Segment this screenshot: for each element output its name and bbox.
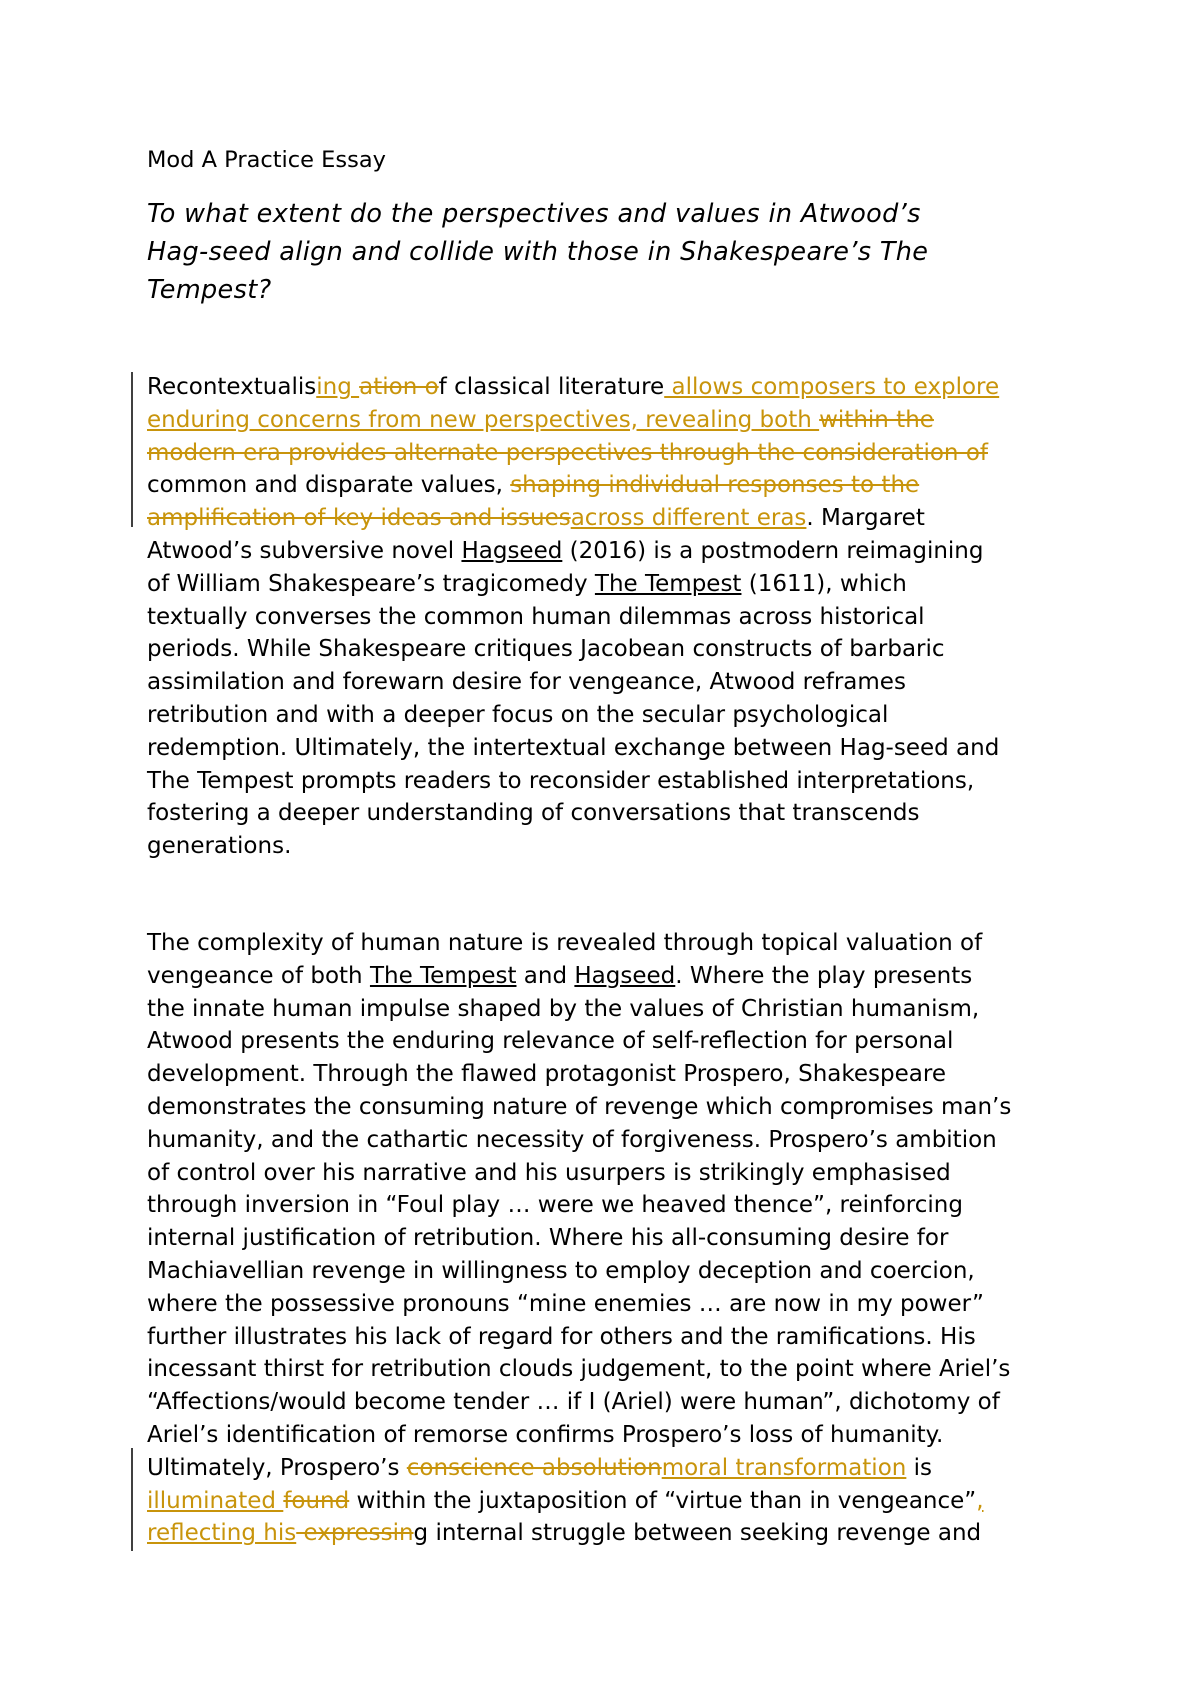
tracked-deletion: amplification of key ideas and issues bbox=[147, 505, 571, 532]
tracked-deletion: modern era provides alternate perspectives through the consideration of bbox=[147, 439, 988, 466]
text-line bbox=[147, 765, 1087, 798]
text-line bbox=[147, 1124, 1087, 1157]
tracked-insertion: illuminated bbox=[147, 1487, 284, 1514]
tracked-insertion: ing bbox=[316, 374, 360, 400]
text-run: development. Through the flawed protagonist Prospero, Shakespeare bbox=[147, 1061, 946, 1088]
text-run: textually converses the common human dilemmas across historical bbox=[147, 603, 925, 630]
tracked-deletion: within the bbox=[819, 406, 934, 433]
text-line bbox=[147, 1091, 1087, 1124]
text-line bbox=[147, 601, 1087, 634]
text-line bbox=[147, 1025, 1087, 1058]
text-line bbox=[147, 666, 1087, 699]
text-line bbox=[147, 371, 1087, 404]
text-line bbox=[147, 1419, 1087, 1452]
text-run: (2016) is a postmodern reimagining bbox=[562, 537, 984, 564]
text-line bbox=[147, 1157, 1087, 1190]
text-line bbox=[147, 1386, 1087, 1419]
underlined-title: The Tempest bbox=[369, 962, 517, 989]
text-line bbox=[147, 960, 1087, 993]
text-line bbox=[147, 568, 1087, 601]
question-line: Tempest? bbox=[147, 275, 272, 305]
document-title: Mod A Practice Essay bbox=[147, 147, 386, 173]
text-run: is bbox=[906, 1454, 933, 1481]
text-line bbox=[147, 732, 1087, 765]
tracked-insertion: moral transformation bbox=[661, 1454, 907, 1481]
text-run: of William Shakespeare’s tragicomedy bbox=[147, 570, 595, 597]
text-run: periods. While Shakespeare critiques Jacobean constructs of barbaric bbox=[147, 636, 945, 663]
introduction-paragraph bbox=[147, 371, 1087, 863]
change-bar bbox=[131, 372, 133, 527]
text-run: generations. bbox=[147, 833, 292, 860]
text-run: retribution and with a deeper focus on the secular psychological bbox=[147, 701, 889, 728]
text-run: Machiavellian revenge in willingness to employ deception and coercion, bbox=[147, 1257, 975, 1284]
tracked-deletion: shaping individual responses to the bbox=[510, 472, 920, 499]
text-run: Recontextualis bbox=[147, 374, 317, 400]
text-run: where the possessive pronouns “mine enemies … are now in my power” bbox=[147, 1290, 984, 1317]
text-run: common and disparate values, bbox=[147, 472, 511, 499]
text-run: “Affections/would become tender … if I (Ariel) were human”, dichotomy of bbox=[147, 1389, 1000, 1416]
text-run: g internal struggle between seeking revenge and bbox=[413, 1520, 982, 1547]
text-run: humanity, and the cathartic necessity of forgiveness. Prospero’s ambition bbox=[147, 1126, 997, 1153]
tracked-deletion: found bbox=[283, 1487, 350, 1514]
text-line bbox=[147, 1255, 1087, 1288]
underlined-title: Hagseed bbox=[574, 962, 676, 989]
text-run: assimilation and forewarn desire for vengeance, Atwood reframes bbox=[147, 669, 906, 696]
text-line bbox=[147, 502, 1087, 535]
text-line bbox=[147, 1189, 1087, 1222]
text-run: internal justification of retribution. Where his all-consuming desire for bbox=[147, 1225, 949, 1252]
essay-question bbox=[147, 195, 1087, 309]
text-line bbox=[147, 404, 1087, 437]
text-line bbox=[147, 1222, 1087, 1255]
tracked-deletion: conscience absolution bbox=[406, 1454, 662, 1481]
text-run: demonstrates the consuming nature of revenge which compromises man’s bbox=[147, 1093, 1012, 1120]
tracked-insertion: , bbox=[976, 1487, 984, 1514]
text-run: within the juxtaposition of “virtue than in vengeance” bbox=[349, 1487, 977, 1514]
change-bar bbox=[131, 1448, 133, 1551]
text-run: redemption. Ultimately, the intertextual exchange between Hag-seed and bbox=[147, 734, 1000, 761]
text-line bbox=[147, 633, 1087, 666]
text-line bbox=[147, 437, 1087, 470]
question-line: To what extent do the perspectives and values in Atwood’s bbox=[147, 199, 921, 229]
tracked-insertion: enduring concerns from new perspectives, revealing both bbox=[147, 406, 820, 433]
tracked-deletion: expressin bbox=[296, 1520, 414, 1547]
tracked-deletion: ation o bbox=[359, 374, 439, 400]
text-run: incessant thirst for retribution clouds judgement, to the point where Ariel’s bbox=[147, 1356, 1011, 1383]
text-line bbox=[147, 797, 1087, 830]
text-run: further illustrates his lack of regard for others and the ramifications. His bbox=[147, 1323, 976, 1350]
text-run: through inversion in “Foul play … were we heaved thence”, reinforcing bbox=[147, 1192, 963, 1219]
text-line bbox=[147, 830, 1087, 863]
text-run: The complexity of human nature is revealed through topical valuation of bbox=[147, 930, 983, 956]
text-line bbox=[147, 927, 1087, 960]
text-run: and bbox=[516, 962, 575, 989]
text-run: vengeance of both bbox=[147, 962, 370, 989]
text-run: the innate human impulse shaped by the values of Christian humanism, bbox=[147, 995, 980, 1022]
text-line bbox=[147, 1321, 1087, 1354]
text-run: . Where the play presents bbox=[675, 962, 973, 989]
text-line bbox=[147, 699, 1087, 732]
text-run: Ariel’s identification of remorse confirms Prospero’s loss of humanity. bbox=[147, 1421, 944, 1448]
text-line bbox=[147, 535, 1087, 568]
text-run: f classical literature bbox=[438, 374, 665, 400]
text-line bbox=[147, 1517, 1087, 1550]
text-run: Atwood’s subversive novel bbox=[147, 537, 462, 564]
text-run: The Tempest prompts readers to reconsider established interpretations, bbox=[147, 767, 975, 794]
text-line bbox=[147, 1452, 1087, 1485]
text-run: Atwood presents the enduring relevance of self-reflection for personal bbox=[147, 1028, 954, 1055]
text-line bbox=[147, 993, 1087, 1026]
text-run: (1611), which bbox=[741, 570, 907, 597]
text-line bbox=[147, 1485, 1087, 1518]
question-line: Hag-seed align and collide with those in Shakespeare’s The bbox=[147, 237, 929, 267]
text-line bbox=[147, 469, 1087, 502]
body-paragraph bbox=[147, 927, 1087, 1550]
underlined-title: The Tempest bbox=[594, 570, 742, 597]
text-run: . Margaret bbox=[806, 505, 925, 532]
tracked-insertion: allows composers to explore bbox=[664, 374, 1000, 400]
text-run: fostering a deeper understanding of conversations that transcends bbox=[147, 800, 920, 827]
text-run: Ultimately, Prospero’s bbox=[147, 1454, 407, 1481]
text-line bbox=[147, 1288, 1087, 1321]
text-line bbox=[147, 1058, 1087, 1091]
tracked-insertion: reflecting his bbox=[147, 1520, 297, 1547]
tracked-insertion: across different eras bbox=[570, 505, 807, 532]
underlined-title: Hagseed bbox=[461, 537, 563, 564]
text-run: of control over his narrative and his usurpers is strikingly emphasised bbox=[147, 1159, 951, 1186]
text-line bbox=[147, 1353, 1087, 1386]
